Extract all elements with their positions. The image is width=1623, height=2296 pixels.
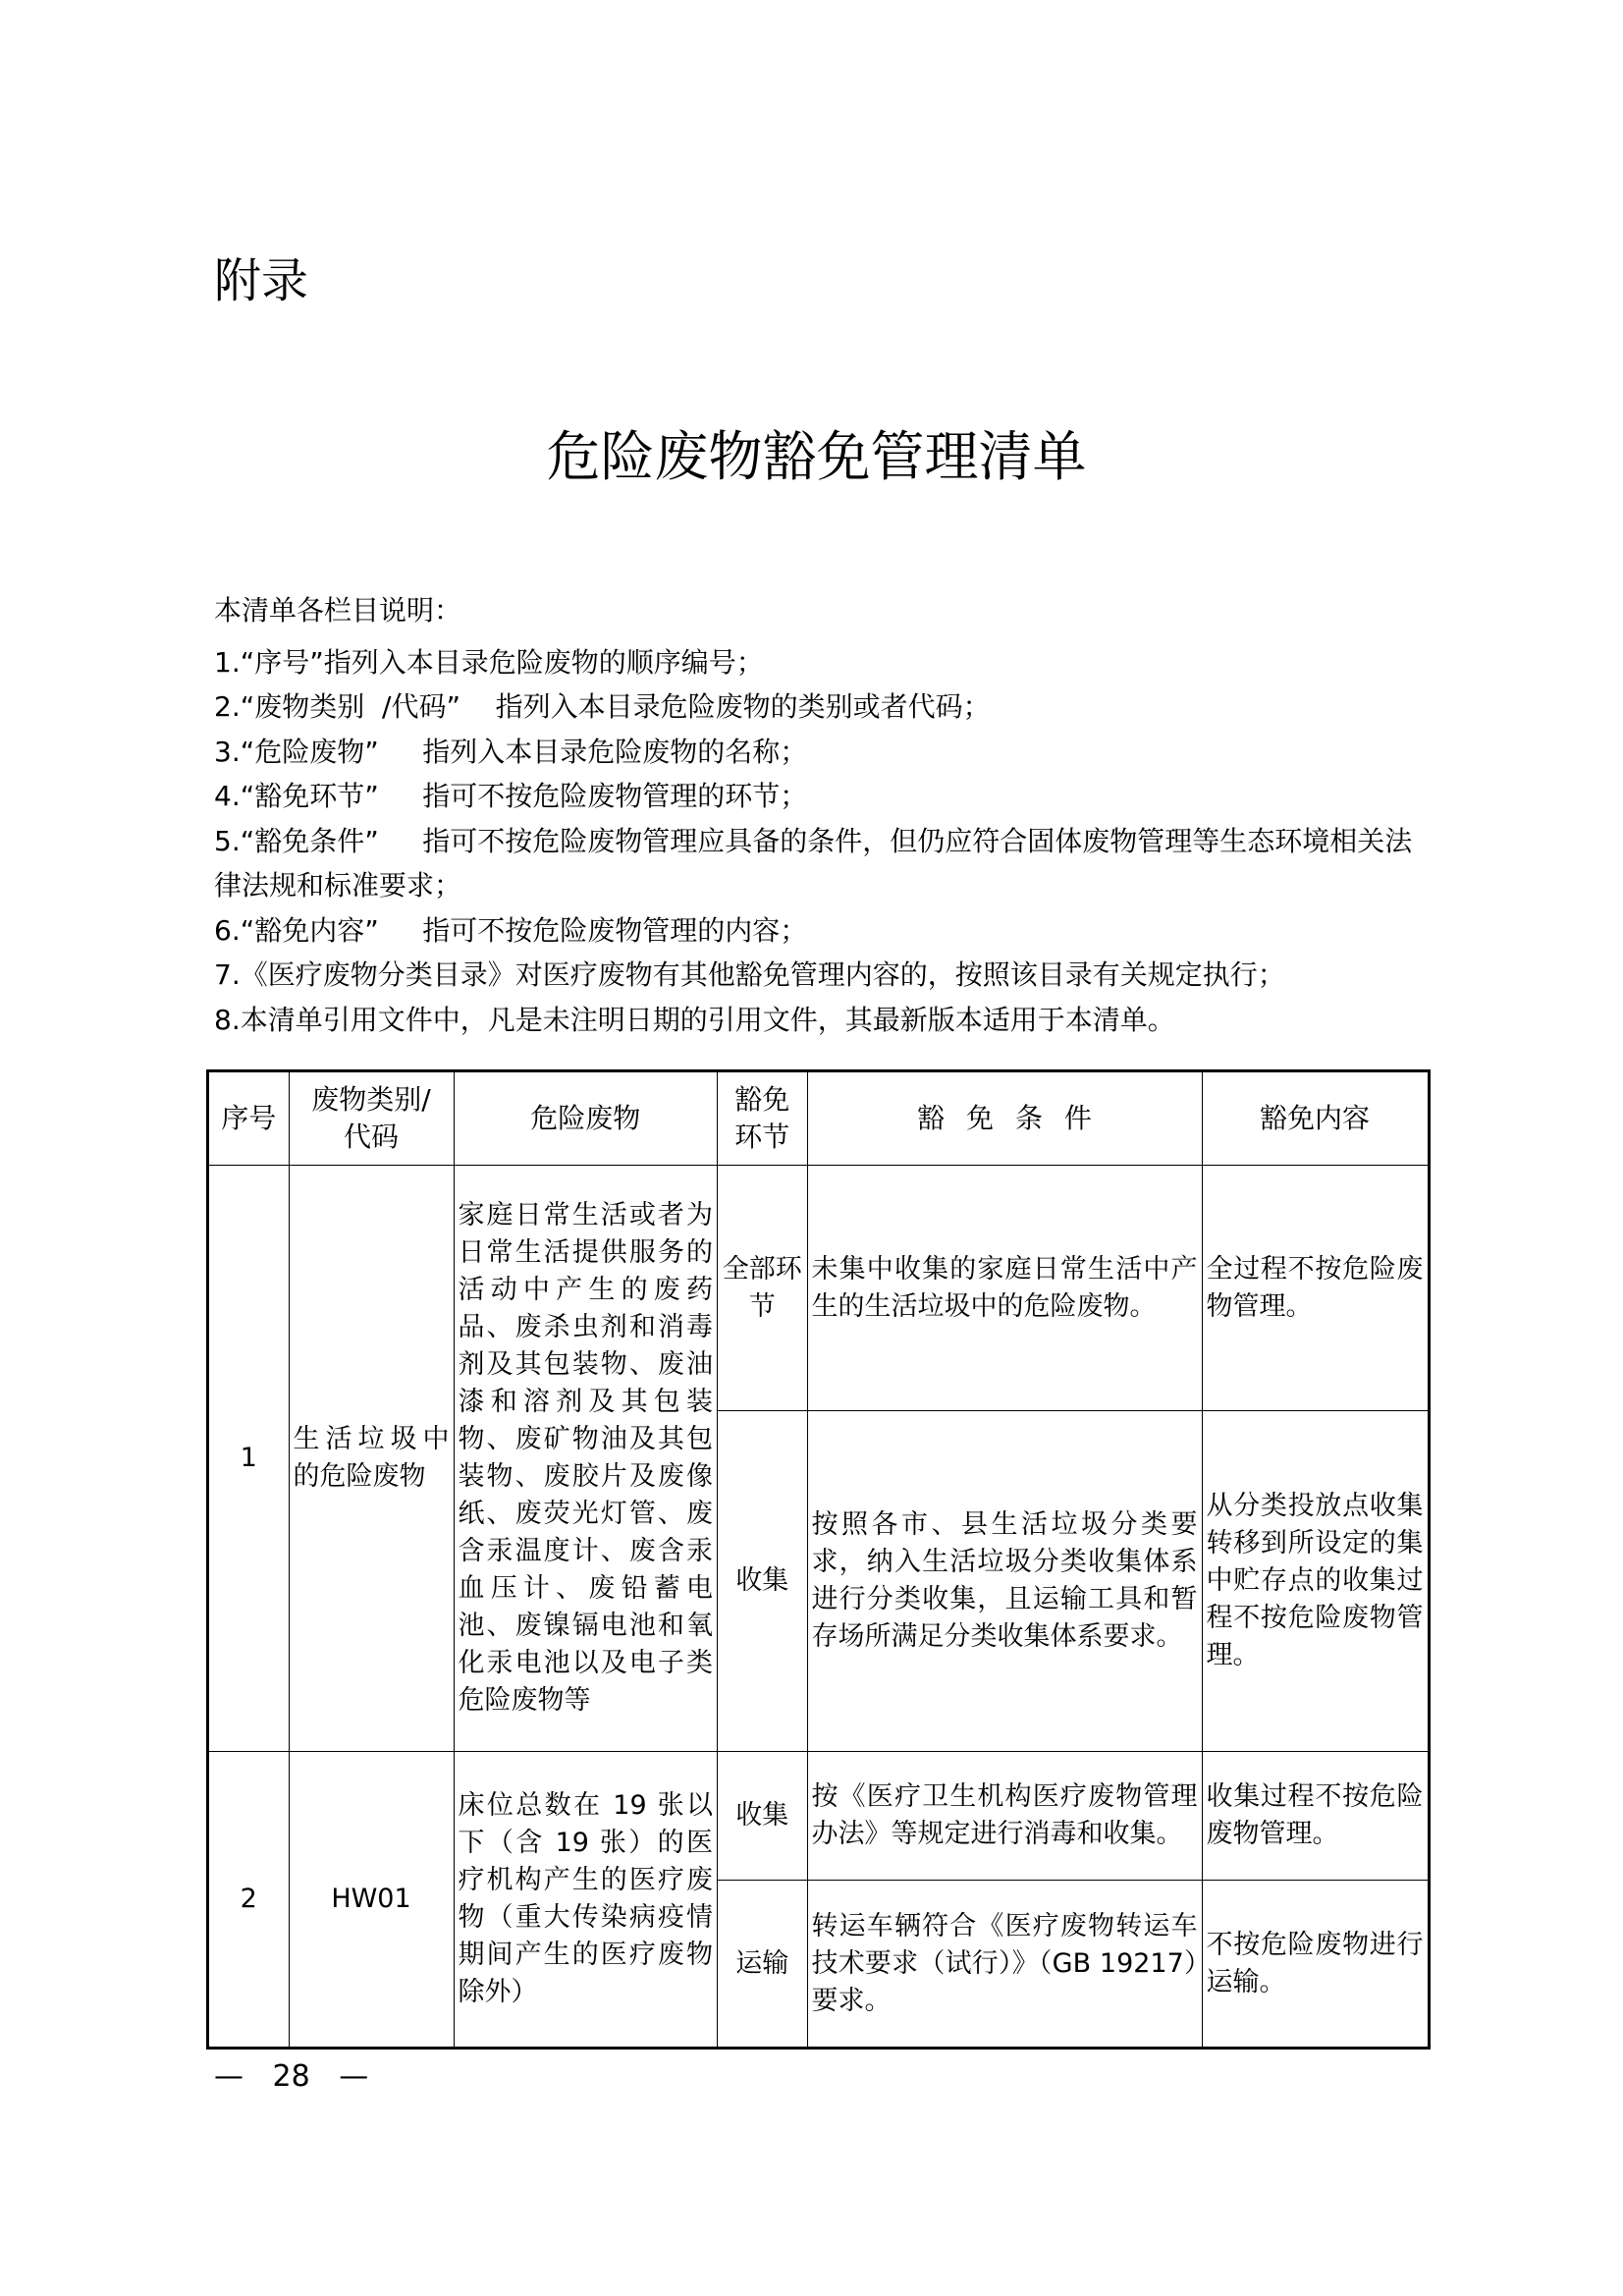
table-header-row (208, 1071, 1430, 1166)
note-item-7: 7.《医疗废物分类目录》对医疗废物有其他豁免管理内容的，按照该目录有关规定执行； (214, 958, 1285, 991)
exemption-content-cell: 收集过程不按危险废物管理。 (1202, 1752, 1429, 1881)
hazardous-waste-cell: 家庭日常生活或者为日常生活提供服务的活动中产生的废药品、废杀虫剂和消毒剂及其包装物、废油漆和溶剂及其包装物、废矿物油及其包装物、废胶片及废像纸、废荧光灯管、废含汞温度计、废含汞血压计、废铅蓄电池、废镍镉电池和氧化汞电池以及电子类危险废物等 (454, 1166, 718, 1752)
serial-number-cell: 1 (208, 1166, 290, 1752)
table-row (208, 1166, 1430, 1411)
page-number: — 28 — (214, 2059, 369, 2094)
note-item-3: 3.“危险废物” 指列入本目录危险废物的名称； (214, 735, 808, 768)
exemption-table (206, 1069, 1431, 2050)
waste-category-cell: HW01 (289, 1752, 454, 2049)
note-item-5: 5.“豁免条件” 指可不按危险废物管理应具备的条件，但仍应符合固体废物管理等生态环境相关法律法规和标准要求； (214, 824, 1413, 902)
table-row (208, 1752, 1430, 1881)
note-item-8: 8.本清单引用文件中，凡是未注明日期的引用文件，其最新版本适用于本清单。 (214, 1003, 1175, 1036)
exemption-content-cell: 全过程不按危险废物管理。 (1202, 1166, 1429, 1411)
header-exemption-stage: 豁免环节 (718, 1071, 808, 1166)
header-hazardous-waste: 危险废物 (454, 1071, 718, 1166)
header-exemption-content: 豁免内容 (1202, 1071, 1429, 1166)
waste-category-cell: 生活垃圾中的危险废物 (289, 1166, 454, 1752)
exemption-stage-cell: 运输 (718, 1881, 808, 2049)
exemption-content-cell: 不按危险废物进行运输。 (1202, 1881, 1429, 2049)
notes-intro: 本清单各栏目说明： (214, 594, 462, 627)
exemption-condition-cell: 按照各市、县生活垃圾分类要求，纳入生活垃圾分类收集体系进行分类收集，且运输工具和暂存场所满足分类收集体系要求。 (807, 1411, 1202, 1752)
header-waste-category: 废物类别/代码 (289, 1071, 454, 1166)
note-item-6: 6.“豁免内容” 指可不按危险废物管理的内容； (214, 913, 808, 947)
note-item-1: 1.“序号”指列入本目录危险废物的顺序编号； (214, 645, 764, 679)
note-item-2: 2.“废物类别 /代码” 指列入本目录危险废物的类别或者代码； (214, 690, 991, 723)
hazardous-waste-cell: 床位总数在 19 张以下（含 19 张）的医疗机构产生的医疗废物（重大传染病疫情期间产生的医疗废物除外） (454, 1752, 718, 2049)
appendix-label: 附录 (214, 253, 309, 308)
serial-number-cell: 2 (208, 1752, 290, 2049)
exemption-condition-cell: 未集中收集的家庭日常生活中产生的生活垃圾中的危险废物。 (807, 1166, 1202, 1411)
note-item-4: 4.“豁免环节” 指可不按危险废物管理的环节； (214, 780, 808, 812)
header-exemption-condition: 豁 免 条 件 (807, 1071, 1202, 1166)
exemption-stage-cell: 收集 (718, 1411, 808, 1752)
exemption-content-cell: 从分类投放点收集转移到所设定的集中贮存点的收集过程不按危险废物管理。 (1202, 1411, 1429, 1752)
page-title: 危险废物豁免管理清单 (546, 425, 1087, 488)
column-notes (214, 588, 1420, 1042)
exemption-stage-cell: 全部环节 (718, 1166, 808, 1411)
exemption-condition-cell: 按《医疗卫生机构医疗废物管理办法》等规定进行消毒和收集。 (807, 1752, 1202, 1881)
exemption-stage-cell: 收集 (718, 1752, 808, 1881)
exemption-condition-cell: 转运车辆符合《医疗废物转运车技术要求（试行）》（GB 19217）要求。 (807, 1881, 1202, 2049)
header-serial-number: 序号 (208, 1071, 290, 1166)
